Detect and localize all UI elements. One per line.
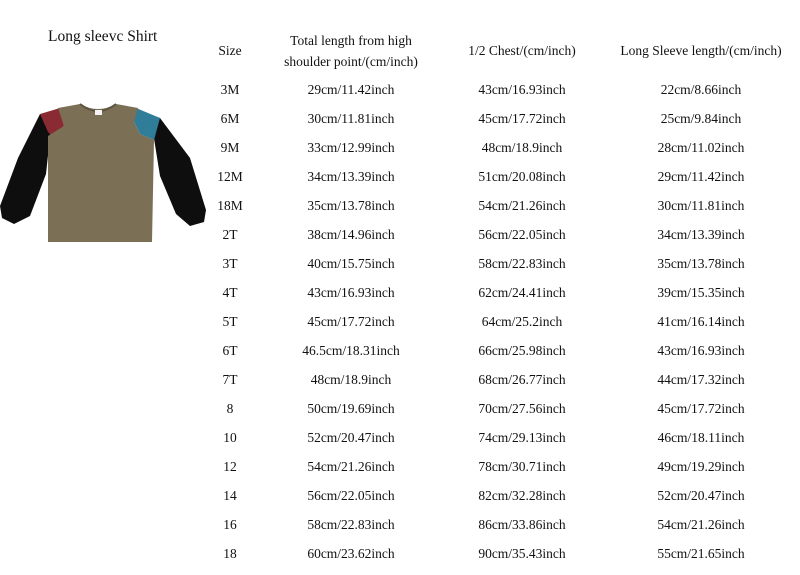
cell-sleeve: 49cm/19.29inch — [657, 458, 745, 474]
cell-chest: 90cm/35.43inch — [478, 545, 566, 561]
cell-length: 34cm/13.39inch — [307, 168, 395, 184]
cell-length: 29cm/11.42inch — [307, 81, 395, 97]
cell-length: 58cm/22.83inch — [307, 516, 395, 532]
cell-chest: 82cm/32.28inch — [478, 487, 566, 503]
cell-chest: 54cm/21.26inch — [478, 197, 566, 213]
cell-size: 6T — [222, 342, 238, 358]
cell-chest: 68cm/26.77inch — [478, 371, 566, 387]
cell-size: 12 — [223, 458, 237, 474]
cell-chest: 62cm/24.41inch — [478, 284, 566, 300]
cell-size: 9M — [220, 139, 240, 155]
table-row — [200, 365, 800, 394]
cell-length: 43cm/16.93inch — [307, 284, 395, 300]
cell-length: 33cm/12.99inch — [307, 139, 395, 155]
table-row — [200, 423, 800, 452]
cell-length: 48cm/18.9inch — [310, 371, 392, 387]
cell-length: 46.5cm/18.31inch — [302, 342, 400, 358]
cell-size: 3T — [222, 255, 238, 271]
cell-chest: 86cm/33.86inch — [478, 516, 566, 532]
table-row — [200, 162, 800, 191]
table-row — [200, 191, 800, 220]
cell-length: 56cm/22.05inch — [307, 487, 395, 503]
shirt-image — [0, 96, 206, 246]
cell-sleeve: 25cm/9.84inch — [660, 110, 742, 126]
cell-length: 40cm/15.75inch — [307, 255, 395, 271]
cell-size: 16 — [223, 516, 237, 532]
cell-sleeve: 34cm/13.39inch — [657, 226, 745, 242]
cell-length: 30cm/11.81inch — [307, 110, 395, 126]
cell-chest: 56cm/22.05inch — [478, 226, 566, 242]
cell-chest: 45cm/17.72inch — [478, 110, 566, 126]
cell-sleeve: 30cm/11.81inch — [657, 197, 745, 213]
header-half-chest: 1/2 Chest/(cm/inch) — [468, 43, 576, 58]
cell-sleeve: 52cm/20.47inch — [657, 487, 745, 503]
cell-sleeve: 28cm/11.02inch — [657, 139, 745, 155]
table-row — [200, 220, 800, 249]
cell-chest: 74cm/29.13inch — [478, 429, 566, 445]
cell-size: 3M — [220, 81, 240, 97]
table-row — [200, 75, 800, 104]
table-row — [200, 278, 800, 307]
cell-size: 5T — [222, 313, 238, 329]
cell-sleeve: 54cm/21.26inch — [657, 516, 745, 532]
cell-length: 54cm/21.26inch — [307, 458, 395, 474]
cell-size: 18 — [223, 545, 237, 561]
cell-sleeve: 46cm/18.11inch — [657, 429, 745, 445]
cell-sleeve: 39cm/15.35inch — [657, 284, 745, 300]
table-row — [200, 249, 800, 278]
cell-chest: 64cm/25.2inch — [481, 313, 563, 329]
header-total-length — [260, 30, 442, 72]
cell-length: 38cm/14.96inch — [307, 226, 395, 242]
cell-sleeve: 43cm/16.93inch — [657, 342, 745, 358]
cell-chest: 78cm/30.71inch — [478, 458, 566, 474]
cell-size: 7T — [222, 371, 238, 387]
collar-tag-icon — [95, 110, 102, 115]
header-total-length-line1: Total length from high — [290, 33, 412, 48]
left-sleeve — [0, 114, 52, 224]
cell-length: 52cm/20.47inch — [307, 429, 395, 445]
cell-chest: 70cm/27.56inch — [478, 400, 566, 416]
cell-length: 35cm/13.78inch — [307, 197, 395, 213]
cell-length: 45cm/17.72inch — [307, 313, 395, 329]
cell-size: 8 — [226, 400, 234, 416]
table-row — [200, 133, 800, 162]
header-total-length-line2: shoulder point/(cm/inch) — [284, 54, 418, 69]
cell-size: 12M — [217, 168, 243, 184]
cell-sleeve: 55cm/21.65inch — [657, 545, 745, 561]
table-row — [200, 104, 800, 133]
table-row — [200, 307, 800, 336]
cell-chest: 66cm/25.98inch — [478, 342, 566, 358]
header-size: Size — [218, 43, 242, 58]
cell-size: 2T — [222, 226, 238, 242]
table-row — [200, 510, 800, 539]
cell-sleeve: 44cm/17.32inch — [657, 371, 745, 387]
cell-sleeve: 45cm/17.72inch — [657, 400, 745, 416]
cell-chest: 43cm/16.93inch — [478, 81, 566, 97]
table-row — [200, 481, 800, 510]
table-row — [200, 336, 800, 365]
cell-sleeve: 22cm/8.66inch — [660, 81, 742, 97]
cell-sleeve: 35cm/13.78inch — [657, 255, 745, 271]
cell-chest: 51cm/20.08inch — [478, 168, 566, 184]
cell-size: 18M — [217, 197, 243, 213]
header-sleeve-length: Long Sleeve length/(cm/inch) — [620, 43, 782, 58]
cell-chest: 58cm/22.83inch — [478, 255, 566, 271]
product-title: Long sleevc Shirt — [48, 28, 158, 45]
cell-size: 14 — [223, 487, 237, 503]
cell-sleeve: 29cm/11.42inch — [657, 168, 745, 184]
cell-size: 10 — [223, 429, 237, 445]
cell-sleeve: 41cm/16.14inch — [657, 313, 745, 329]
cell-size: 6M — [220, 110, 240, 126]
cell-size: 4T — [222, 284, 238, 300]
table-row — [200, 539, 800, 568]
cell-length: 60cm/23.62inch — [307, 545, 395, 561]
right-sleeve — [148, 114, 206, 226]
size-table — [200, 75, 800, 568]
table-row — [200, 394, 800, 423]
table-row — [200, 452, 800, 481]
cell-chest: 48cm/18.9inch — [481, 139, 563, 155]
cell-length: 50cm/19.69inch — [307, 400, 395, 416]
